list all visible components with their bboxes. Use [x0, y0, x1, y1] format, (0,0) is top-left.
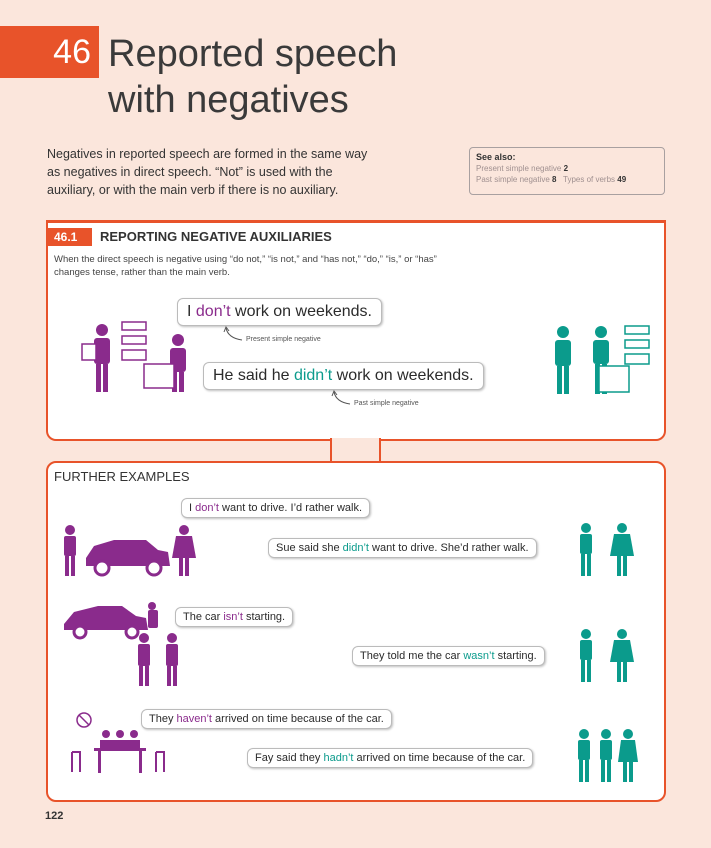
negative-word: don’t	[195, 502, 219, 514]
direct-speech-bubble	[177, 298, 382, 326]
sentence-text: work on weekends.	[332, 367, 474, 384]
office-workers-illustration	[78, 318, 198, 396]
arrow-icon	[330, 390, 356, 410]
sentence-text: want to drive. She’d rather walk.	[368, 542, 529, 554]
further-examples-title: FURTHER EXAMPLES	[54, 469, 190, 484]
example-3-reported-bubble	[247, 748, 533, 768]
page-number: 122	[45, 810, 64, 822]
sentence-text: arrived on time because of the car.	[212, 713, 384, 725]
section-number-badge: 46.1	[48, 228, 92, 246]
see-also-link-past-simple-negative[interactable]: Past simple negative	[476, 175, 553, 184]
negative-word: wasn’t	[463, 650, 495, 662]
sentence-text: Sue said she	[276, 542, 343, 554]
page-title-line-2: with negatives	[108, 79, 349, 121]
section-title: REPORTING NEGATIVE AUXILIARIES	[100, 229, 332, 244]
example-3-direct-bubble	[141, 709, 392, 729]
see-also-unit-number: 49	[617, 175, 627, 184]
two-people-illustration	[572, 626, 642, 684]
see-also-unit-number: 8	[552, 175, 557, 184]
arrow-icon	[222, 326, 248, 346]
sentence-text: I	[189, 502, 196, 514]
sentence-text: Fay said they	[255, 752, 324, 764]
direct-grammar-note: Present simple negative	[246, 336, 321, 343]
example-2-reported-bubble	[352, 646, 545, 666]
sentence-text: They told me the car	[360, 650, 464, 662]
see-also-unit-number: 2	[563, 164, 569, 173]
chapter-number-badge: 46	[0, 26, 99, 78]
broken-car-illustration	[62, 600, 190, 688]
example-1-reported-bubble	[268, 538, 537, 558]
negative-word: isn’t	[223, 611, 243, 623]
section-description: When the direct speech is negative using “do not,” “is not,” and “has not,” “do,” “is,” or “has” changes tense, rather than the main verb.	[54, 254, 437, 278]
office-workers-teal-illustration	[545, 322, 655, 398]
see-also-heading: See also:	[476, 152, 516, 162]
example-2-direct-bubble	[175, 607, 293, 627]
sentence-text: They	[149, 713, 177, 725]
see-also-line-1	[476, 163, 658, 174]
two-people-illustration	[572, 520, 642, 578]
see-also-line-2	[476, 174, 658, 185]
intro-paragraph: Negatives in reported speech are formed in the same way as negatives in direct speech. “Not” is used with the auxiliary, or with the main verb if there is no auxiliary.	[47, 147, 368, 197]
sentence-text: I	[187, 303, 196, 320]
people-with-car-illustration	[58, 522, 198, 578]
see-also-box	[469, 147, 665, 195]
negative-word: haven’t	[176, 713, 212, 725]
sentence-text: work on weekends.	[230, 303, 372, 320]
negative-word: didn’t	[342, 542, 369, 554]
negative-word: hadn’t	[323, 752, 354, 764]
sentence-text: starting.	[494, 650, 537, 662]
three-people-illustration	[574, 726, 640, 784]
sentence-text: starting.	[242, 611, 286, 623]
reported-speech-bubble	[203, 362, 484, 390]
reported-grammar-note: Past simple negative	[354, 400, 419, 407]
negative-word: didn’t	[293, 367, 333, 384]
sentence-text: want to drive. I’d rather walk.	[218, 502, 363, 514]
see-also-link-types-of-verbs[interactable]: Types of verbs	[556, 175, 618, 184]
page-title-line-1: Reported speech	[108, 33, 398, 75]
sentence-text: The car	[183, 611, 224, 623]
sentence-text: He said he	[213, 367, 294, 384]
sentence-text: arrived on time because of the car.	[353, 752, 526, 764]
negative-word: don’t	[195, 303, 231, 320]
see-also-link-present-simple-negative[interactable]: Present simple negative	[476, 164, 564, 173]
example-1-direct-bubble	[181, 498, 370, 518]
